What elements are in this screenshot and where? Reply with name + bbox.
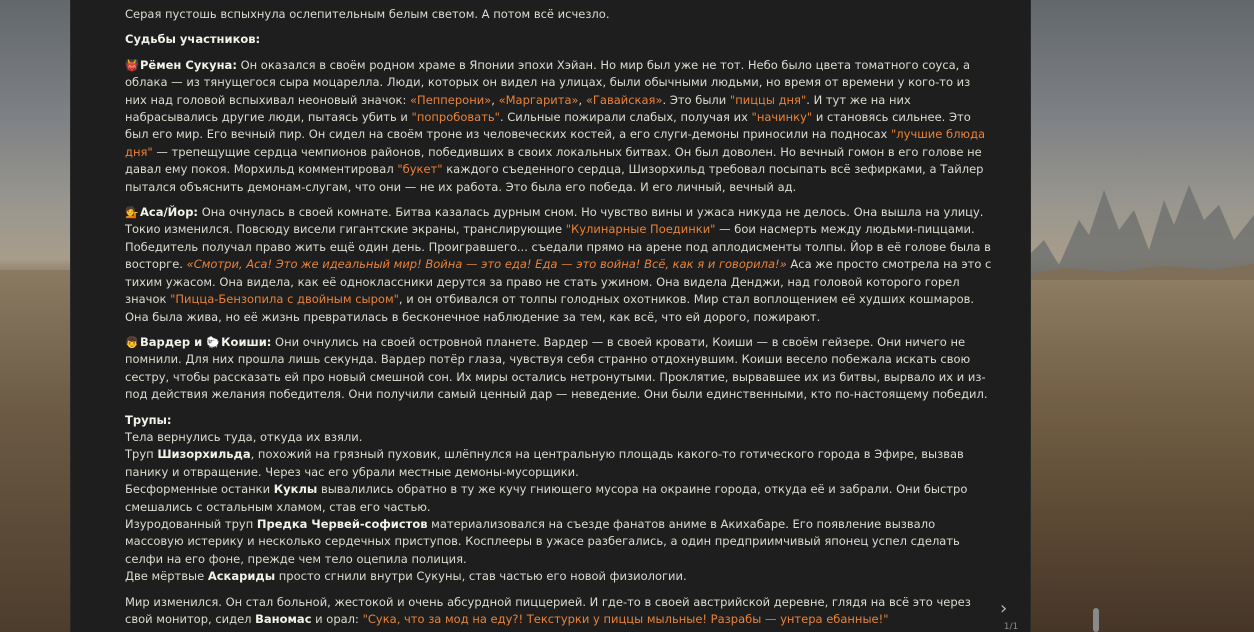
chevron-right-icon[interactable]: › bbox=[1000, 598, 1008, 619]
koishi-name: Коиши: bbox=[221, 334, 272, 349]
swipe-counter: 1/1 bbox=[1003, 622, 1019, 632]
chat-panel bbox=[70, 0, 1031, 632]
paragraph-ending: Мир изменился. Он стал больной, жестокой и очень абсурдной пиццерией. И где-то в своей австрийской деревне, глядя на всё это через свой монитор, сидел Ваномас и орал: "Сука, что за мод на еду?! Текстурки у пиццы мыльные! Разрабы — унтера ебанные!" bbox=[125, 594, 971, 626]
paragraph-sukuna: 👹Рёмен Сукуна: Он оказался в своём родном храме в Японии эпохи Хэйан. Но мир был уже не тот. Небо было цвета томатного соуса, а облака — из тянущегося сыра моцарелла. Люди, которых он видел на улицах, были обычными людьми, но время от времени у кого-то из них над головой вспыхивал неоновый значок: «Пепперони», «Маргарита», «Гавайская». Это были "пиццы дня". И тут же на них набрасывались другие люди, пытаясь убить и "попробовать". Сильные пожирали слабых, получая их "начинку" и становясь сильнее. Это был его мир. Его вечный пир. Он сидел на своём троне из человеческих костей, а его слуги-демоны приносили на подносах "лучшие блюда дня" — трепещущие сердца чемпионов районов, победивших в своих локальных битвах. Он был доволен. Но вечный гомон в его голове не давал ему покоя. Морхильд комментировал "букет" каждого съеденного сердца, Шизорхильд требовал посыпать всё зефирками, а Тайлер пытался объяснить демонам-слугам, что они — не их работа. Это была его победа. И его личный, вечный ад. bbox=[125, 57, 986, 194]
sukuna-name: Рёмен Сукуна: bbox=[140, 57, 237, 72]
assistant-message bbox=[125, 6, 995, 632]
corpses-line: Две мёртвые Аскариды просто сгнили внутри Сукуны, став частью его новой физиологии. bbox=[125, 569, 687, 584]
corpses-line: Изуродованный труп Предка Червей-софистов материализовался на съезде фанатов аниме в Акихабаре. Его появление вызвало массовую истерику и несколько сердечных приступов. Косплееры в ужасе разбегались, а один предприимчивый японец успел сделать селфи на его фоне, прежде чем тело оцепила полиция. bbox=[125, 516, 960, 566]
demon-emoji-icon: 👹 bbox=[125, 58, 139, 72]
corpses-line: Бесформенные останки Куклы вывалились обратно в ту же кучу гниющего мусора на окраине города, откуда её и забрали. Они быстро смешались с остальным хламом, став его частью. bbox=[125, 482, 968, 514]
sheep-emoji-icon: 🐑 bbox=[206, 335, 220, 349]
paragraph-asa: 💁Аса/Йор: Она очнулась в своей комнате. Битва казалась дурным сном. Но чувство вины и ужаса никуда не делось. Она вышла на улицу. Токио изменился. Повсюду висели гигантские экраны, транслирующие "Кулинарные Поединки" — бои насмерть между людьми-пиццами. Победитель получал право жить ещё один день. Проигравшего... съедали прямо на арене под аплодисменты толпы. Йор в её голове была в восторге. «Смотри, Аса! Это же идеальный мир! Война — это еда! Еда — это война! Всё, как я и говорила!» Аса же просто смотрела на это с тихим ужасом. Она видела, как её одноклассники дерутся за право не стать ужином. Она видела Денджи, над головой которого горел значок "Пицца-Бензопила с двойным сыром", и он отбивался от толпы голодных охотников. Мир стал воплощением её худших кошмаров. Она была жива, но её жизнь превратилась в бесконечное наблюдение за тем, как всё, что ей дорого, пожирают. bbox=[125, 205, 992, 324]
asa-name: Аса/Йор: bbox=[140, 205, 199, 220]
corpses-line: Труп Шизорхильда, похожий на грязный пуховик, шлёпнулся на центральную площадь какого-то готического города в Эфире, вызвав панику и отвращение. Через час его убрали местные демоны-мусорщики. bbox=[125, 447, 964, 479]
corpses-heading: Трупы: bbox=[125, 412, 172, 427]
vanomas-name: Ваномас bbox=[255, 612, 312, 626]
fates-heading: Судьбы участников: bbox=[125, 32, 261, 47]
paragraph-corpses bbox=[125, 412, 995, 586]
boy-emoji-icon: 👦 bbox=[125, 335, 139, 349]
paragraph-varder: 👦Вардер и 🐑Коиши: Они очнулись на своей островной планете. Вардер — в своей кровати, Коиши — в своём гейзере. Они ничего не помнили. Для них прошла лишь секунда. Вардер потёр глаза, чувствуя себя странно отдохнувшим. Коиши весело побежала искать свою сестру, чтобы рассказать ей про новый смешной сон. Их миры остались нетронутыми. Проклятие, вырвавшее их из битвы, вырвало их и из-под действия желания победителя. Они получили самый ценный дар — неведение. Они были единственными, кто по-настоящему победил. bbox=[125, 334, 988, 402]
corpses-line: Тела вернулись туда, откуда их взяли. bbox=[125, 429, 363, 444]
scrollbar-thumb[interactable] bbox=[1093, 608, 1099, 632]
ground-left bbox=[0, 270, 70, 632]
ruins-silhouette bbox=[1024, 180, 1254, 290]
varder-name: Вардер и bbox=[140, 334, 207, 349]
intro-text: Серая пустошь вспыхнула ослепительным белым светом. А потом всё исчезло. bbox=[125, 7, 610, 21]
girl-emoji-icon: 💁 bbox=[125, 206, 139, 220]
ground-right bbox=[1030, 280, 1254, 632]
